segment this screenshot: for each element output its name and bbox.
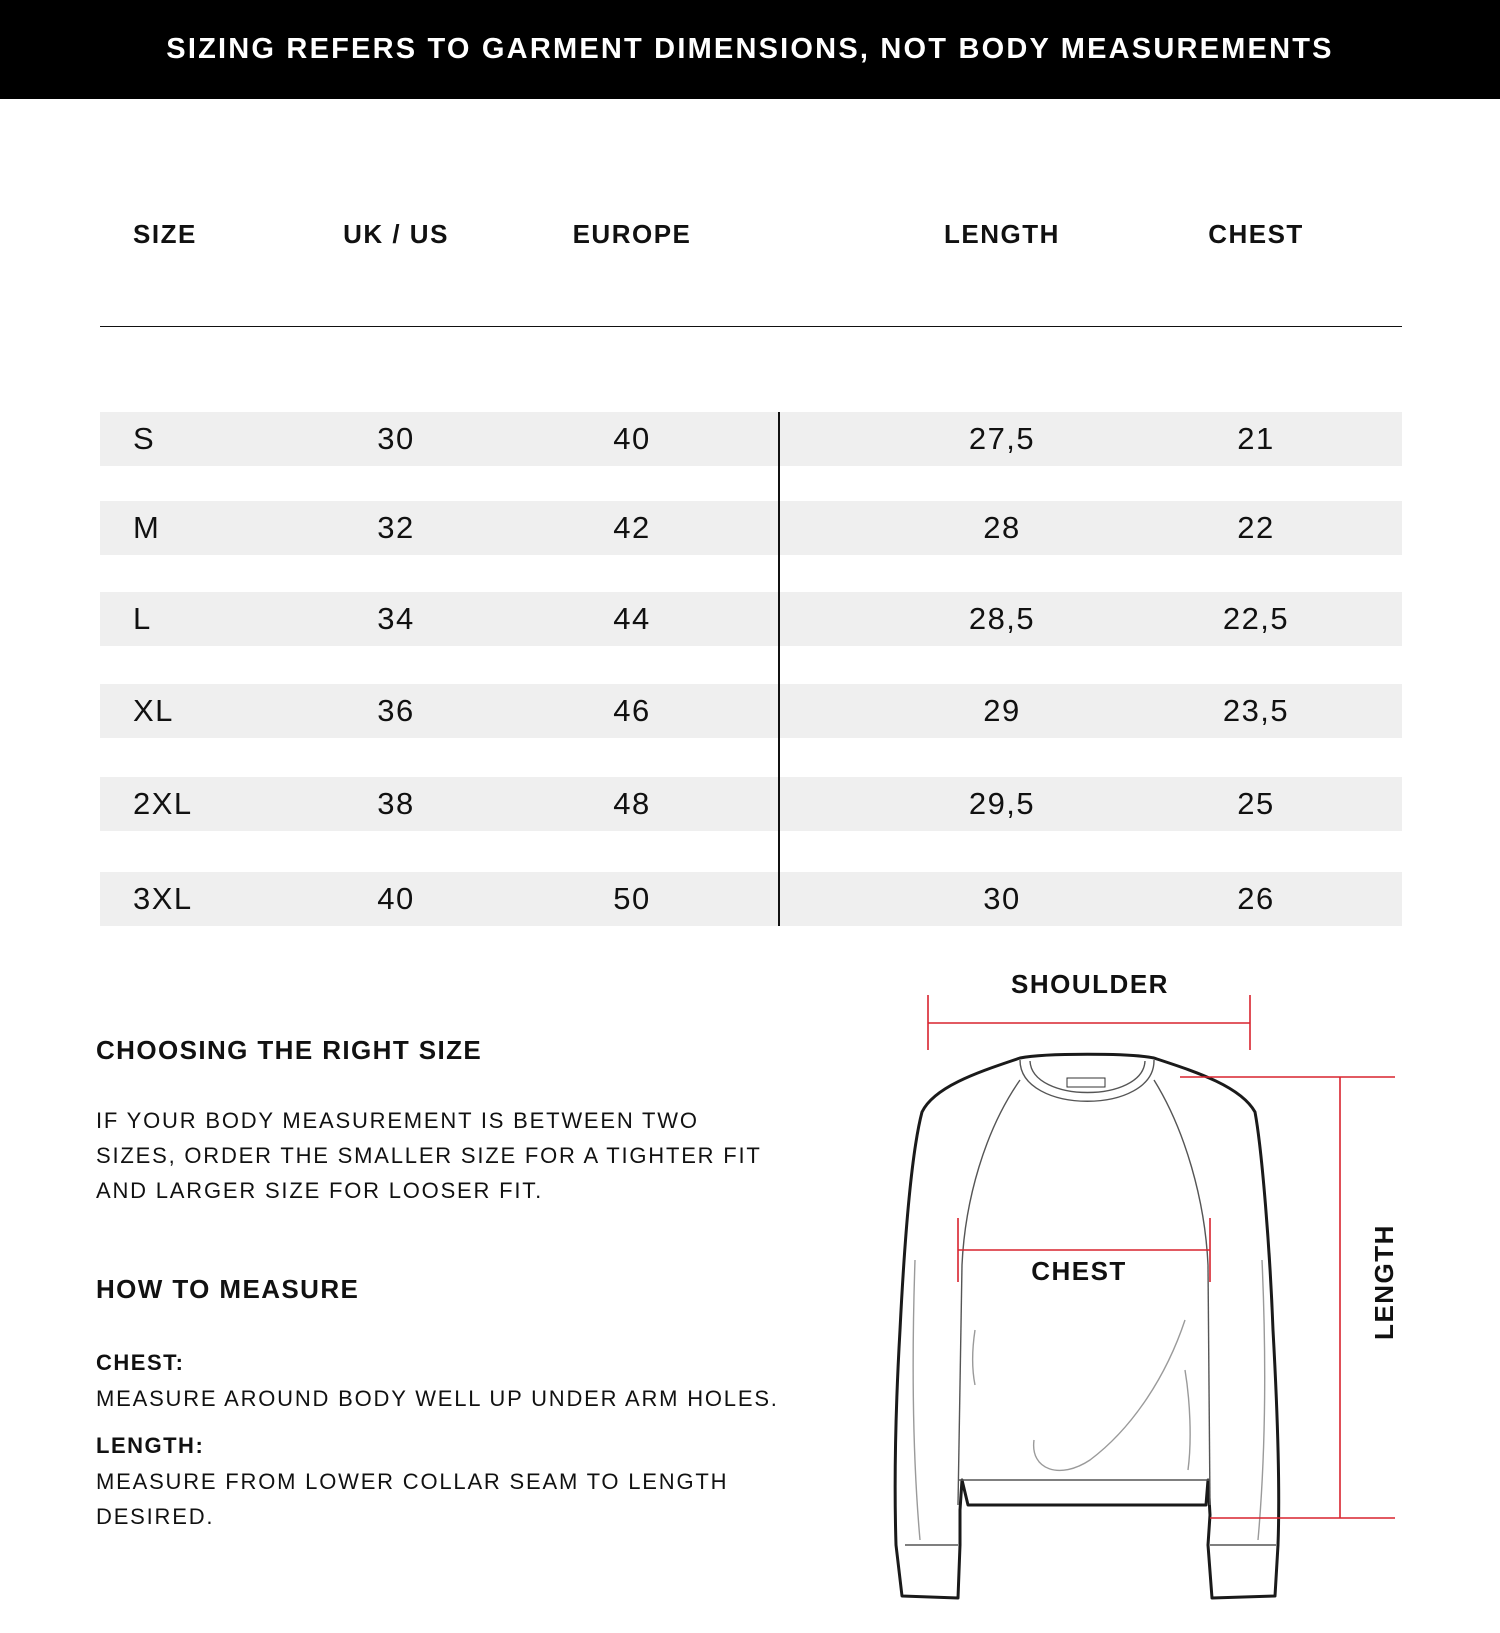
cell-europe: 46 xyxy=(613,693,651,728)
cell-europe: 44 xyxy=(613,601,651,636)
cell-chest: 25 xyxy=(1237,786,1275,821)
sizing-banner xyxy=(0,0,1500,99)
how-to-measure-title: HOW TO MEASURE xyxy=(96,1274,360,1304)
length-measure-label: LENGTH xyxy=(1369,1224,1399,1340)
col-header-size: SIZE xyxy=(133,219,197,249)
cell-size: M xyxy=(133,510,161,545)
cell-size: XL xyxy=(133,693,174,728)
cell-size: S xyxy=(133,421,156,456)
cell-chest: 22 xyxy=(1237,510,1275,545)
shoulder-measure-label: SHOULDER xyxy=(1011,969,1169,999)
banner-text: SIZING REFERS TO GARMENT DIMENSIONS, NOT BODY MEASUREMENTS xyxy=(166,33,1334,65)
col-header-uk-us: UK / US xyxy=(343,219,449,249)
length-label: LENGTH: xyxy=(96,1433,205,1458)
cell-uk-us: 30 xyxy=(377,421,415,456)
choosing-size-title: CHOOSING THE RIGHT SIZE xyxy=(96,1035,483,1065)
cell-uk-us: 32 xyxy=(377,510,415,545)
table-row xyxy=(100,872,1402,926)
table-row xyxy=(100,412,1402,466)
header-divider xyxy=(100,326,1402,327)
cell-chest: 22,5 xyxy=(1222,601,1290,636)
sweatshirt-outline xyxy=(895,1054,1279,1598)
cell-chest: 21 xyxy=(1237,421,1275,456)
cell-europe: 48 xyxy=(613,786,651,821)
column-separator xyxy=(778,412,780,926)
cell-size: L xyxy=(133,601,152,636)
cell-europe: 42 xyxy=(613,510,651,545)
table-row xyxy=(100,777,1402,831)
table-row xyxy=(100,684,1402,738)
col-header-europe: EUROPE xyxy=(572,219,692,249)
cell-length: 28,5 xyxy=(968,601,1036,636)
sweatshirt-details xyxy=(905,1060,1276,1545)
cell-length: 29 xyxy=(983,693,1021,728)
cell-chest: 26 xyxy=(1237,881,1275,916)
cell-europe: 40 xyxy=(613,421,651,456)
cell-size: 3XL xyxy=(133,881,193,916)
cell-uk-us: 34 xyxy=(377,601,415,636)
col-header-chest: CHEST xyxy=(1208,219,1304,249)
sweatshirt-diagram xyxy=(880,955,1400,1605)
cell-uk-us: 38 xyxy=(377,786,415,821)
cell-length: 29,5 xyxy=(968,786,1036,821)
cell-chest: 23,5 xyxy=(1222,693,1290,728)
cell-uk-us: 40 xyxy=(377,881,415,916)
cell-length: 30 xyxy=(983,881,1021,916)
cell-length: 28 xyxy=(983,510,1021,545)
length-instructions: MEASURE FROM LOWER COLLAR SEAM TO LENGTH DESIRED. xyxy=(96,1469,729,1529)
cell-europe: 50 xyxy=(613,881,651,916)
table-row xyxy=(100,501,1402,555)
cell-length: 27,5 xyxy=(968,421,1036,456)
choosing-size-text: IF YOUR BODY MEASUREMENT IS BETWEEN TWO SIZES, ORDER THE SMALLER SIZE FOR A TIGHTER FIT AND LARGER SIZE FOR LOOSER FIT. xyxy=(96,1108,762,1203)
table-row xyxy=(100,592,1402,646)
cell-size: 2XL xyxy=(133,786,193,821)
cell-uk-us: 36 xyxy=(377,693,415,728)
chest-instructions: MEASURE AROUND BODY WELL UP UNDER ARM HOLES. xyxy=(96,1386,779,1411)
chest-label: CHEST: xyxy=(96,1350,185,1375)
measure-lines xyxy=(928,995,1395,1518)
chest-measure-label: CHEST xyxy=(1031,1256,1127,1286)
col-header-length: LENGTH xyxy=(944,219,1060,249)
